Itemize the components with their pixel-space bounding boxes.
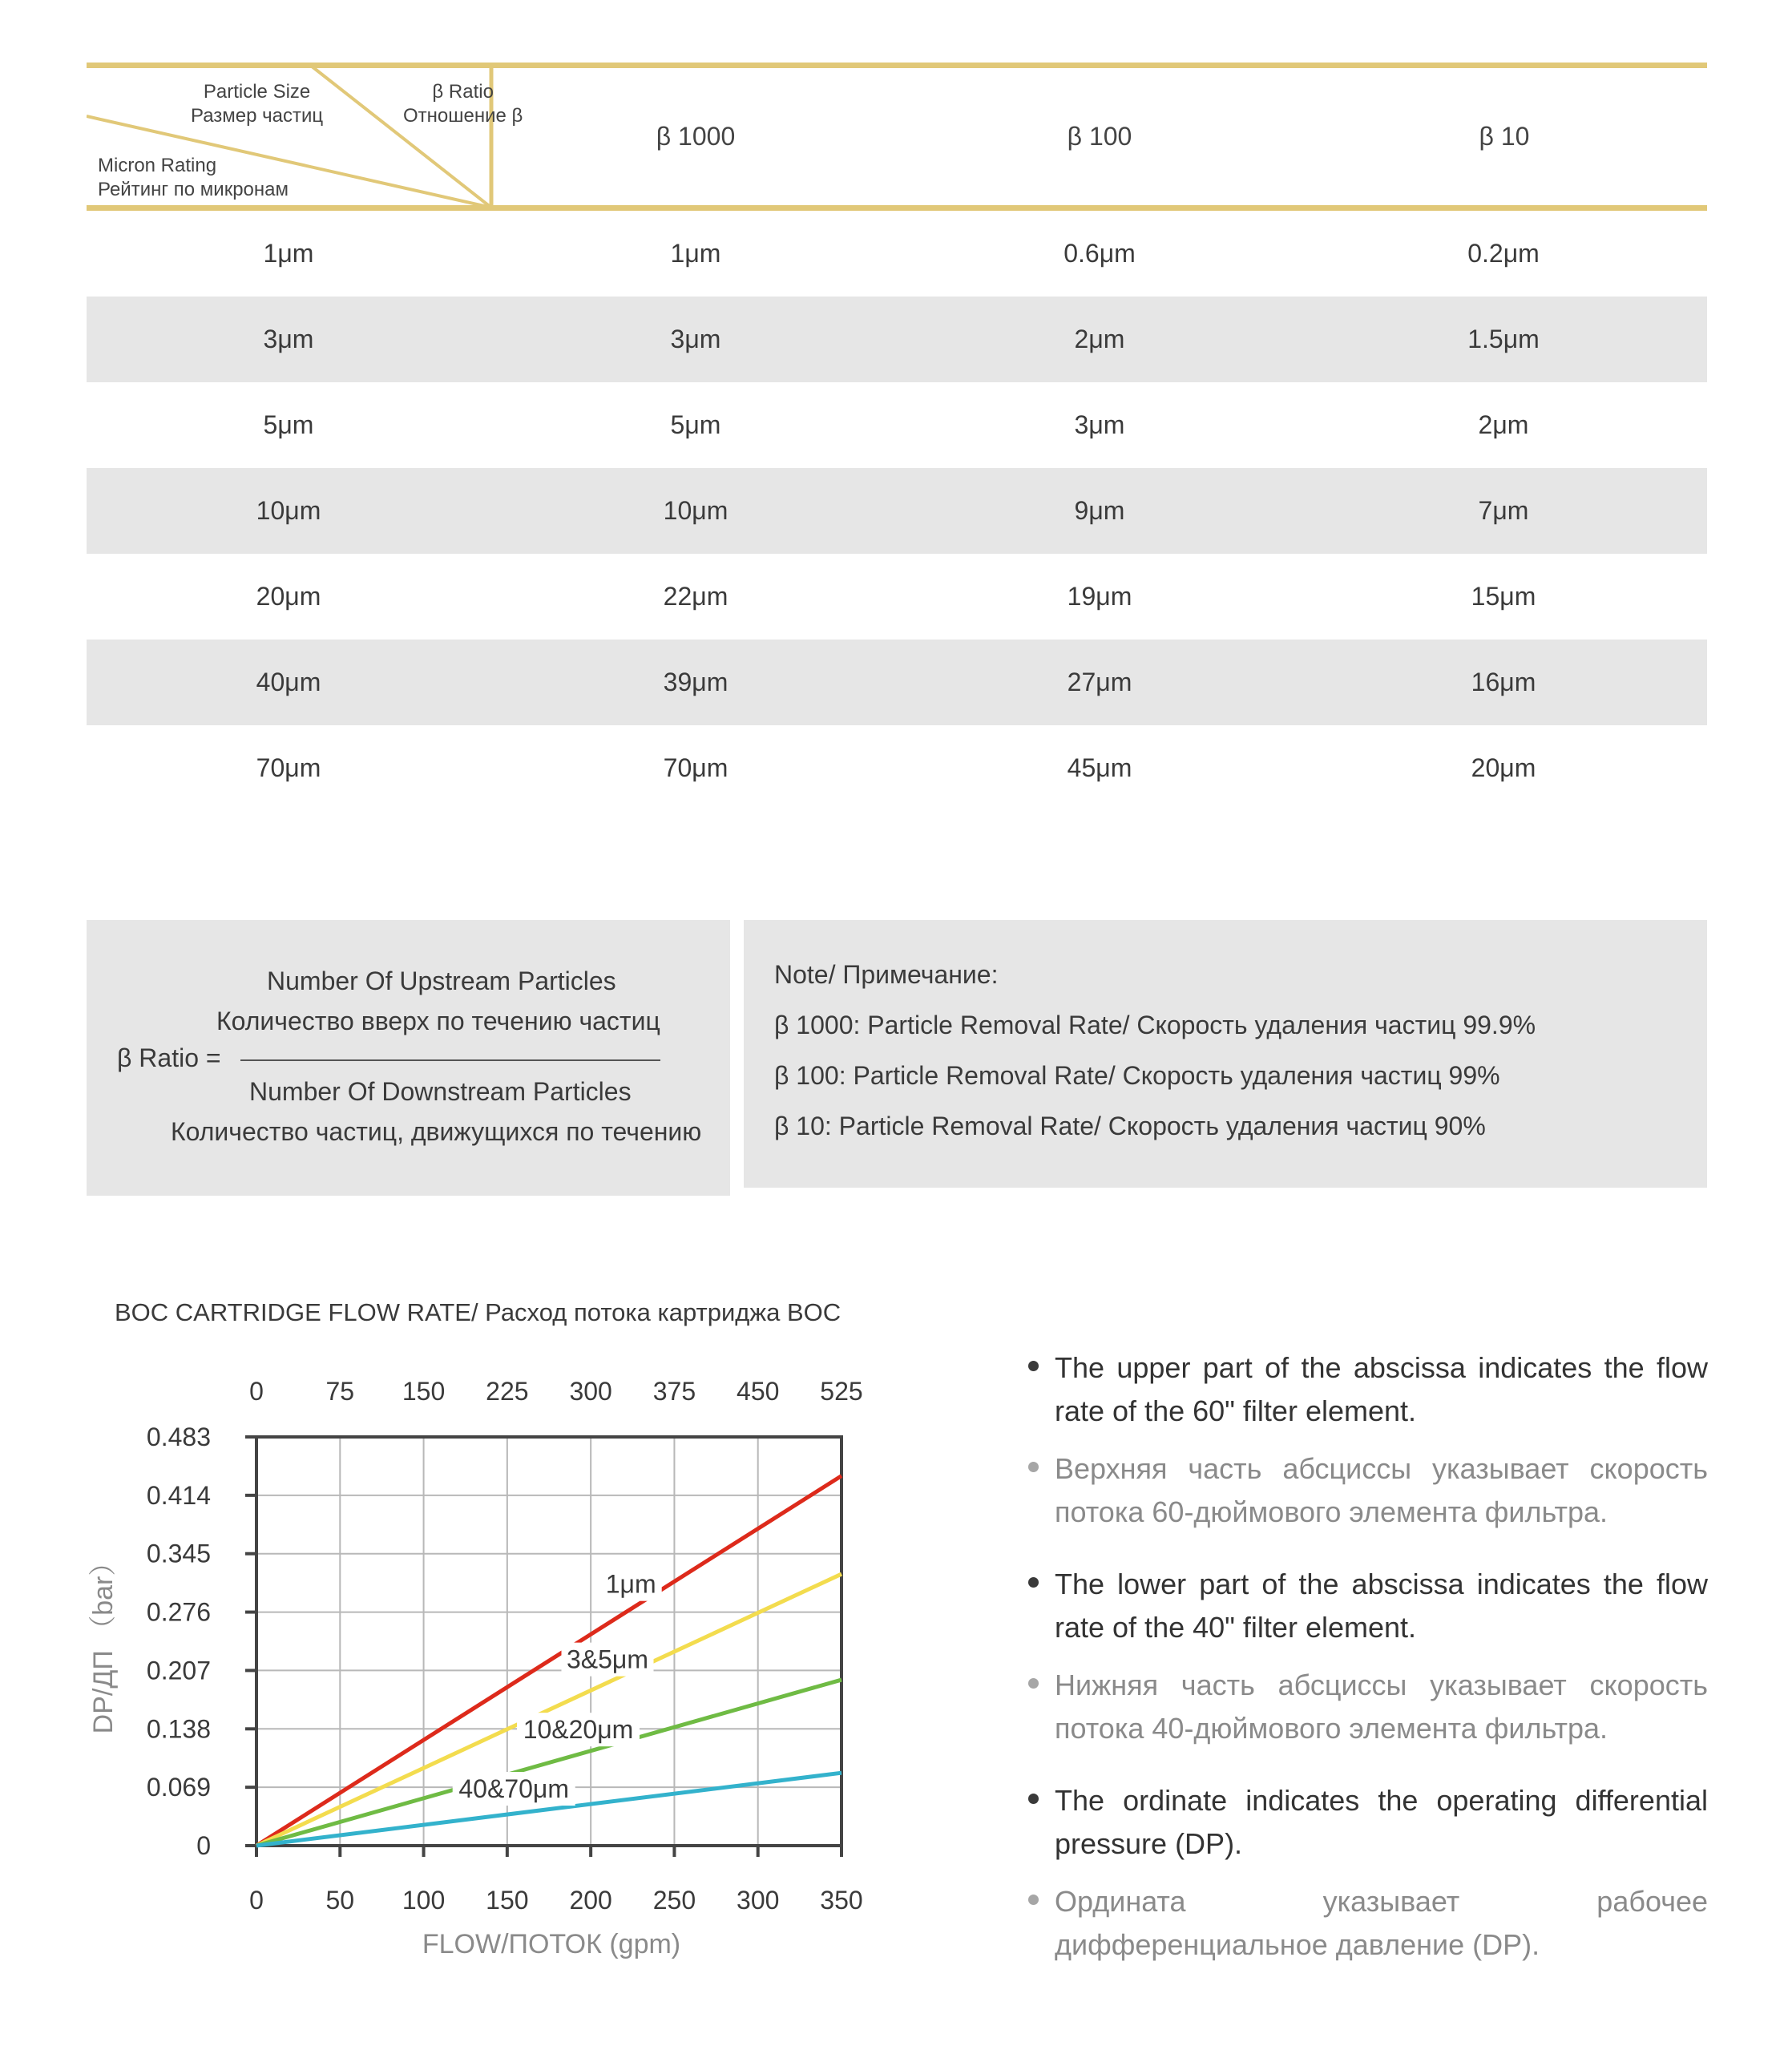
x-top-tick-label: 300 [569,1377,612,1406]
particle-size-cell: 16μm [1471,668,1536,696]
formula-label: β Ratio = [117,1043,221,1072]
y-axis-label: DP/ДП （bar） [88,1548,119,1734]
particle-size-cell: 10μm [663,496,729,525]
particle-size-cell: 3μm [670,325,721,353]
x-tick-label: 250 [652,1886,696,1915]
x-top-tick-label: 375 [652,1377,696,1406]
y-tick-label: 0.345 [146,1539,211,1568]
particle-size-cell: 9μm [1074,496,1125,525]
particle-size-cell: 70μm [663,753,729,782]
particle-size-cell: 39μm [663,668,729,696]
x-tick-label: 50 [325,1886,355,1915]
table-row [87,554,1707,640]
fraction-bar [240,1059,660,1061]
x-tick-label: 150 [486,1886,529,1915]
y-tick-label: 0.483 [146,1422,211,1451]
y-tick-label: 0.069 [146,1773,211,1802]
x-tick-label: 100 [402,1886,446,1915]
x-top-tick-label: 150 [402,1377,446,1406]
bullet-text: The ordinate indicates the operating differential pressure (DP). [1055,1784,1708,1860]
table-header [87,63,1707,210]
beta-ratio-corner-label: β Ratio Отношение β [403,81,523,127]
micron-rating-cell: 5μm [263,410,314,439]
y-tick-label: 0.207 [146,1656,211,1685]
x-axis-label: FLOW/ПОТОК (gpm) [422,1929,681,1959]
table-row [87,468,1707,554]
particle-size-label: Particle Size Размер частиц [191,81,324,127]
table-top-rule [87,63,1707,68]
particle-size-cell: 45μm [1067,753,1132,782]
bullet-text: The lower part of the abscissa indicates the flow rate of the 40" filter element. [1055,1568,1708,1644]
note-box [744,920,1707,1188]
note-line-beta-10: β 10: Particle Removal Rate/ Скорость удаления частиц 90% [774,1112,1486,1140]
series-label: 10&20μm [523,1715,634,1745]
x-tick-label: 200 [569,1886,612,1915]
particle-size-cell: 7μm [1478,496,1529,525]
micron-rating-cell: 10μm [256,496,321,525]
particle-size-cell: 1.5μm [1467,325,1540,353]
note-title: Note/ Примечание: [774,960,999,989]
formula-denominator-ru: Количество частиц, движущихся по течению [171,1117,702,1146]
x-top-tick-label: 75 [325,1377,355,1406]
table-row [87,211,1707,297]
note-line-beta-1000: β 1000: Particle Removal Rate/ Скорость удаления частиц 99.9% [774,1011,1536,1039]
series-label: 40&70μm [458,1774,570,1804]
bullet-text: Нижняя часть абсциссы указывает скорость потока 40-дюймового элемента фильтра. [1055,1669,1708,1745]
bullet-text: Ордината указывает рабочее дифференциальное давление (DP). [1055,1885,1708,1961]
note-line-beta-100: β 100: Particle Removal Rate/ Скорость удаления частиц 99% [774,1061,1500,1090]
y-tick-label: 0 [196,1831,211,1860]
bullet-text: Верхняя часть абсциссы указывает скорость потока 60-дюймового элемента фильтра. [1055,1452,1708,1528]
particle-size-cell: 19μm [1067,582,1132,611]
table-header-rule [87,205,1707,211]
formula-numerator-ru: Количество вверх по течению частиц [216,1007,660,1035]
micron-rating-label: Micron Rating Рейтинг по микронам [98,155,289,200]
bullet-dot-icon [1028,1577,1039,1588]
particle-size-cell: 2μm [1478,410,1529,439]
series-line [256,1680,842,1846]
particle-size-cell: 0.2μm [1467,239,1540,268]
series-label: 3&5μm [566,1644,649,1674]
particle-size-cell: 3μm [1074,410,1125,439]
micron-rating-cell: 3μm [263,325,314,353]
particle-size-cell: 22μm [663,582,729,611]
series-label: 1μm [605,1569,656,1599]
bullet-dot-icon [1028,1895,1039,1905]
x-top-tick-label: 525 [820,1377,863,1406]
particle-size-cell: 15μm [1471,582,1536,611]
y-tick-label: 0.138 [146,1714,211,1744]
column-header-beta-10: β 10 [1479,121,1530,151]
y-tick-label: 0.276 [146,1597,211,1627]
x-tick-label: 300 [737,1886,780,1915]
beta-ratio-formula-box [87,920,730,1196]
bullet-dot-icon [1028,1462,1039,1472]
formula-numerator-en: Number Of Upstream Particles [267,966,616,995]
micron-rating-cell: 70μm [256,753,321,782]
flow-rate-chart [0,1346,914,1987]
micron-rating-cell: 20μm [256,582,321,611]
bullet-dot-icon [1028,1794,1039,1804]
micron-rating-cell: 1μm [263,239,314,268]
particle-size-cell: 1μm [670,239,721,268]
column-header-beta-100: β 100 [1067,121,1132,151]
particle-size-cell: 27μm [1067,668,1132,696]
particle-size-cell: 0.6μm [1063,239,1136,268]
particle-size-cell: 2μm [1074,325,1125,353]
bullet-dot-icon [1028,1678,1039,1689]
table-row [87,297,1707,382]
table-row [87,640,1707,725]
table-row [87,725,1707,811]
x-tick-label: 350 [820,1886,863,1915]
x-top-tick-label: 225 [486,1377,529,1406]
bullet-dot-icon [1028,1361,1039,1371]
particle-size-cell: 20μm [1471,753,1536,782]
particle-size-cell: 5μm [670,410,721,439]
x-top-tick-label: 450 [737,1377,780,1406]
x-top-tick-label: 0 [249,1377,264,1406]
table-row [87,382,1707,468]
chart-title: BOC CARTRIDGE FLOW RATE/ Расход потока картриджа BOC [115,1298,842,1326]
y-tick-label: 0.414 [146,1480,211,1510]
bullet-text: The upper part of the abscissa indicates the flow rate of the 60" filter element. [1055,1351,1708,1427]
formula-denominator-en: Number Of Downstream Particles [249,1077,632,1106]
column-header-beta-1000: β 1000 [656,121,736,151]
micron-rating-cell: 40μm [256,668,321,696]
x-tick-label: 0 [249,1886,264,1915]
